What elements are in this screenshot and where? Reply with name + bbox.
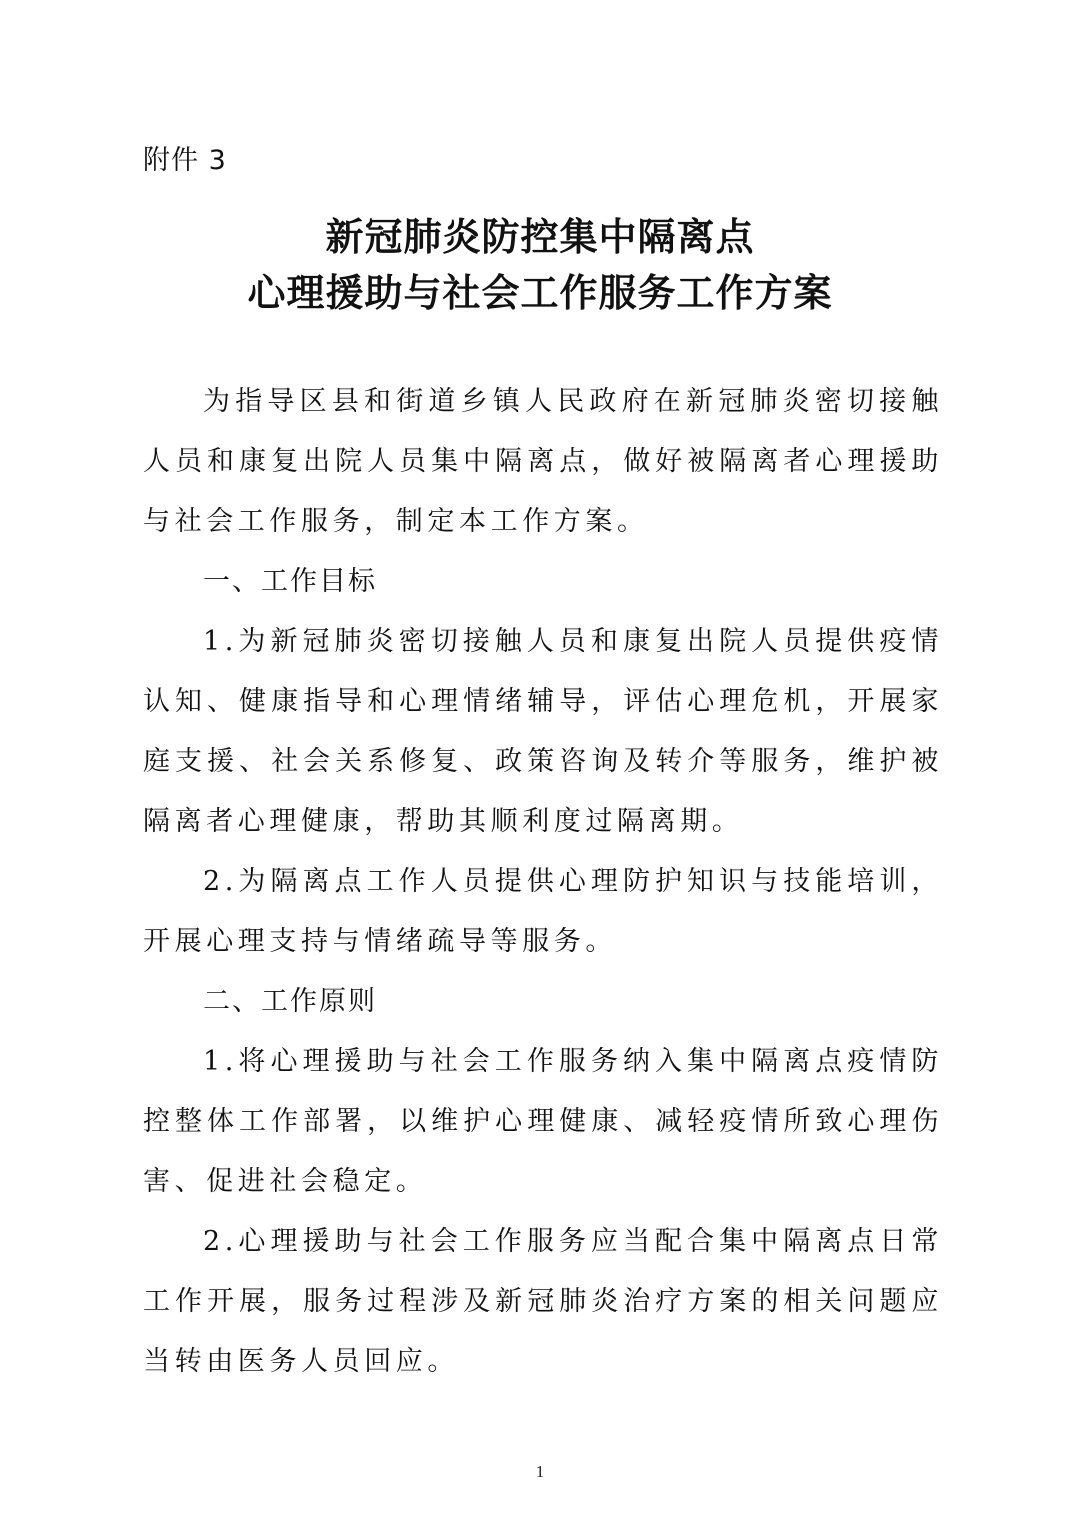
document-body <box>143 372 943 1392</box>
principle-item-2: 2.心理援助与社会工作服务应当配合集中隔离点日常工作开展，服务过程涉及新冠肺炎治疗方案的相关问题应当转由医务人员回应。 <box>143 1226 943 1377</box>
goal-item-1: 1.为新冠肺炎密切接触人员和康复出院人员提供疫情认知、健康指导和心理情绪辅导，评估心理危机，开展家庭支援、社会关系修复、政策咨询及转介等服务，维护被隔离者心理健康，帮助其顺利度过隔离期。 <box>143 626 943 837</box>
goal-item-2: 2.为隔离点工作人员提供心理防护知识与技能培训，开展心理支持与情绪疏导等服务。 <box>143 866 943 957</box>
intro-paragraph: 为指导区县和街道乡镇人民政府在新冠肺炎密切接触人员和康复出院人员集中隔离点，做好被隔离者心理援助与社会工作服务，制定本工作方案。 <box>143 386 943 537</box>
document-title-line-1: 新冠肺炎防控集中隔离点 <box>325 215 755 259</box>
section-heading-principles: 二、工作原则 <box>203 986 377 1017</box>
principle-item-1: 1.将心理援助与社会工作服务纳入集中隔离点疫情防控整体工作部署，以维护心理健康、减轻疫情所致心理伤害、促进社会稳定。 <box>143 1046 943 1197</box>
page-number: 1 <box>535 1462 545 1481</box>
section-heading-goals: 一、工作目标 <box>203 566 377 597</box>
document-title-line-2: 心理援助与社会工作服务工作方案 <box>247 271 833 315</box>
attachment-label: 附件 3 <box>143 145 227 176</box>
